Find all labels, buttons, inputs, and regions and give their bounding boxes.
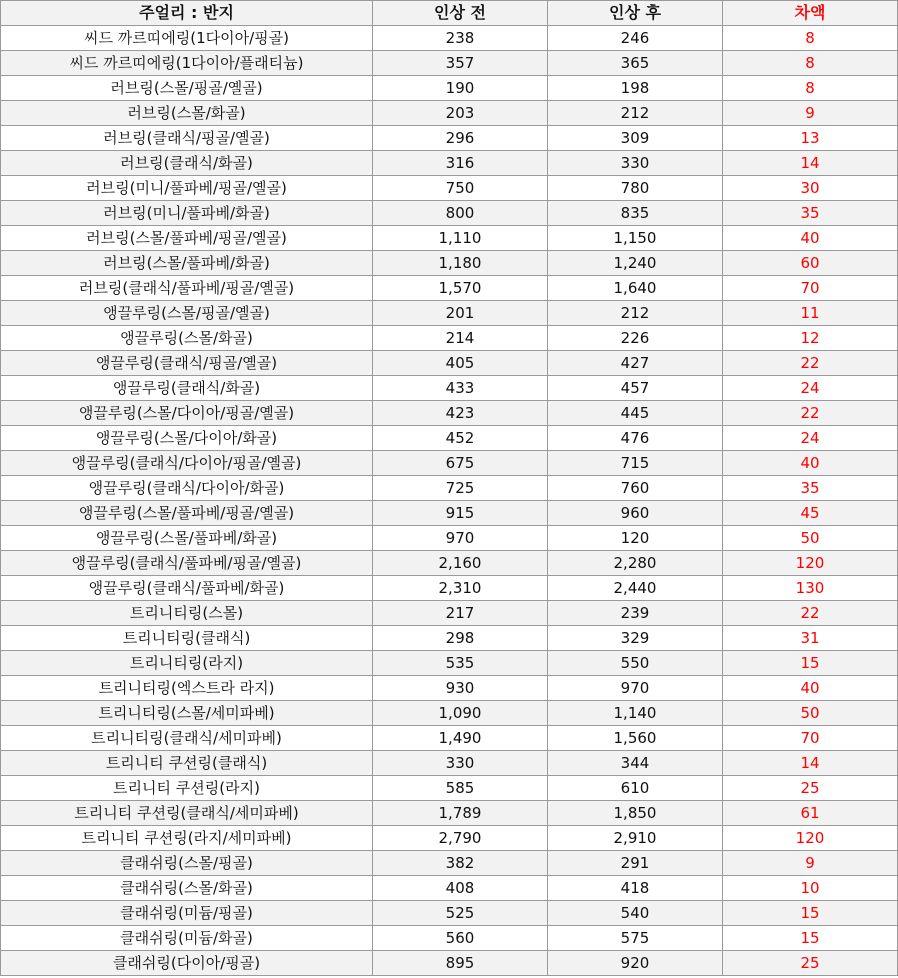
product-name-cell: 트리니티 쿠션링(클래식) xyxy=(1,751,373,776)
product-name-cell: 앵끌루링(스몰/다이아/핑골/옐골) xyxy=(1,401,373,426)
product-name-cell: 러브링(클래식/화골) xyxy=(1,151,373,176)
price-after-cell: 2,280 xyxy=(548,551,723,576)
product-name-cell: 러브링(미니/풀파베/화골) xyxy=(1,201,373,226)
product-name-cell: 러브링(스몰/화골) xyxy=(1,101,373,126)
table-row xyxy=(1,201,898,226)
product-name-cell: 트리니티링(스몰) xyxy=(1,601,373,626)
table-row xyxy=(1,951,898,976)
price-before-cell: 2,790 xyxy=(373,826,548,851)
difference-cell: 22 xyxy=(723,401,898,426)
price-before-cell: 433 xyxy=(373,376,548,401)
difference-cell: 22 xyxy=(723,351,898,376)
difference-cell: 11 xyxy=(723,301,898,326)
product-name-cell: 앵끌루링(클래식/다이아/핑골/옐골) xyxy=(1,451,373,476)
price-before-cell: 970 xyxy=(373,526,548,551)
product-name-cell: 트리니티 쿠션링(라지/세미파베) xyxy=(1,826,373,851)
price-before-cell: 930 xyxy=(373,676,548,701)
price-before-cell: 560 xyxy=(373,926,548,951)
price-after-cell: 239 xyxy=(548,601,723,626)
product-name-cell: 클래쉬링(스몰/화골) xyxy=(1,876,373,901)
table-row xyxy=(1,526,898,551)
price-before-cell: 452 xyxy=(373,426,548,451)
price-after-cell: 212 xyxy=(548,101,723,126)
price-after-cell: 1,150 xyxy=(548,226,723,251)
table-row xyxy=(1,926,898,951)
price-after-cell: 226 xyxy=(548,326,723,351)
header-product: 주얼리 : 반지 xyxy=(1,1,373,26)
price-before-cell: 800 xyxy=(373,201,548,226)
table-row xyxy=(1,301,898,326)
difference-cell: 13 xyxy=(723,126,898,151)
product-name-cell: 러브링(클래식/핑골/옐골) xyxy=(1,126,373,151)
price-before-cell: 895 xyxy=(373,951,548,976)
product-name-cell: 트리니티링(스몰/세미파베) xyxy=(1,701,373,726)
price-before-cell: 2,310 xyxy=(373,576,548,601)
difference-cell: 14 xyxy=(723,751,898,776)
table-row xyxy=(1,376,898,401)
price-before-cell: 750 xyxy=(373,176,548,201)
price-before-cell: 525 xyxy=(373,901,548,926)
table-row xyxy=(1,51,898,76)
difference-cell: 31 xyxy=(723,626,898,651)
table-row xyxy=(1,776,898,801)
difference-cell: 50 xyxy=(723,701,898,726)
table-row xyxy=(1,251,898,276)
price-before-cell: 217 xyxy=(373,601,548,626)
difference-cell: 25 xyxy=(723,776,898,801)
price-before-cell: 1,110 xyxy=(373,226,548,251)
difference-cell: 8 xyxy=(723,76,898,101)
price-after-cell: 610 xyxy=(548,776,723,801)
product-name-cell: 트리니티링(라지) xyxy=(1,651,373,676)
difference-cell: 8 xyxy=(723,51,898,76)
product-name-cell: 트리니티링(엑스트라 라지) xyxy=(1,676,373,701)
difference-cell: 22 xyxy=(723,601,898,626)
product-name-cell: 클래쉬링(다이아/핑골) xyxy=(1,951,373,976)
price-after-cell: 2,440 xyxy=(548,576,723,601)
table-row xyxy=(1,626,898,651)
product-name-cell: 앵끌루링(스몰/핑골/옐골) xyxy=(1,301,373,326)
difference-cell: 40 xyxy=(723,226,898,251)
product-name-cell: 트리니티 쿠션링(라지) xyxy=(1,776,373,801)
product-name-cell: 앵끌루링(클래식/다이아/화골) xyxy=(1,476,373,501)
difference-cell: 60 xyxy=(723,251,898,276)
difference-cell: 8 xyxy=(723,26,898,51)
product-name-cell: 앵끌루링(클래식/풀파베/핑골/옐골) xyxy=(1,551,373,576)
difference-cell: 10 xyxy=(723,876,898,901)
price-before-cell: 330 xyxy=(373,751,548,776)
table-row xyxy=(1,76,898,101)
price-after-cell: 2,910 xyxy=(548,826,723,851)
price-before-cell: 725 xyxy=(373,476,548,501)
table-row xyxy=(1,901,898,926)
price-after-cell: 1,140 xyxy=(548,701,723,726)
product-name-cell: 앵끌루링(스몰/풀파베/화골) xyxy=(1,526,373,551)
product-name-cell: 앵끌루링(스몰/풀파베/핑골/옐골) xyxy=(1,501,373,526)
price-after-cell: 1,850 xyxy=(548,801,723,826)
product-name-cell: 클래쉬링(미듐/화골) xyxy=(1,926,373,951)
table-row xyxy=(1,651,898,676)
price-after-cell: 198 xyxy=(548,76,723,101)
difference-cell: 61 xyxy=(723,801,898,826)
price-after-cell: 330 xyxy=(548,151,723,176)
product-name-cell: 트리니티 쿠션링(클래식/세미파베) xyxy=(1,801,373,826)
difference-cell: 15 xyxy=(723,926,898,951)
price-after-cell: 329 xyxy=(548,626,723,651)
difference-cell: 25 xyxy=(723,951,898,976)
product-name-cell: 러브링(클래식/풀파베/핑골/옐골) xyxy=(1,276,373,301)
price-after-cell: 760 xyxy=(548,476,723,501)
product-name-cell: 씨드 까르띠에링(1다이아/플래티늄) xyxy=(1,51,373,76)
difference-cell: 45 xyxy=(723,501,898,526)
price-before-cell: 423 xyxy=(373,401,548,426)
product-name-cell: 앵끌루링(스몰/화골) xyxy=(1,326,373,351)
price-after-cell: 540 xyxy=(548,901,723,926)
price-before-cell: 357 xyxy=(373,51,548,76)
price-before-cell: 915 xyxy=(373,501,548,526)
product-name-cell: 씨드 까르띠에링(1다이아/핑골) xyxy=(1,26,373,51)
table-row xyxy=(1,501,898,526)
price-after-cell: 960 xyxy=(548,501,723,526)
header-price-before: 인상 전 xyxy=(373,1,548,26)
price-before-cell: 1,789 xyxy=(373,801,548,826)
price-before-cell: 675 xyxy=(373,451,548,476)
table-row xyxy=(1,726,898,751)
header-row xyxy=(1,1,898,26)
product-name-cell: 트리니티링(클래식/세미파베) xyxy=(1,726,373,751)
price-after-cell: 920 xyxy=(548,951,723,976)
table-row xyxy=(1,451,898,476)
table-row xyxy=(1,126,898,151)
price-before-cell: 316 xyxy=(373,151,548,176)
price-before-cell: 408 xyxy=(373,876,548,901)
table-row xyxy=(1,601,898,626)
price-after-cell: 715 xyxy=(548,451,723,476)
difference-cell: 120 xyxy=(723,551,898,576)
table-body xyxy=(1,26,898,976)
table-row xyxy=(1,426,898,451)
difference-cell: 130 xyxy=(723,576,898,601)
difference-cell: 40 xyxy=(723,676,898,701)
price-before-cell: 405 xyxy=(373,351,548,376)
difference-cell: 30 xyxy=(723,176,898,201)
price-before-cell: 1,570 xyxy=(373,276,548,301)
difference-cell: 15 xyxy=(723,651,898,676)
table-row xyxy=(1,151,898,176)
price-before-cell: 2,160 xyxy=(373,551,548,576)
header-difference: 차액 xyxy=(723,1,898,26)
difference-cell: 120 xyxy=(723,826,898,851)
table-row xyxy=(1,801,898,826)
price-after-cell: 365 xyxy=(548,51,723,76)
table-row xyxy=(1,476,898,501)
product-name-cell: 앵끌루링(클래식/핑골/옐골) xyxy=(1,351,373,376)
price-after-cell: 291 xyxy=(548,851,723,876)
table-row xyxy=(1,26,898,51)
price-after-cell: 1,640 xyxy=(548,276,723,301)
difference-cell: 35 xyxy=(723,476,898,501)
table-row xyxy=(1,826,898,851)
price-after-cell: 418 xyxy=(548,876,723,901)
price-before-cell: 298 xyxy=(373,626,548,651)
difference-cell: 40 xyxy=(723,451,898,476)
table-row xyxy=(1,276,898,301)
price-before-cell: 1,090 xyxy=(373,701,548,726)
table-row xyxy=(1,576,898,601)
product-name-cell: 클래쉬링(미듐/핑골) xyxy=(1,901,373,926)
price-after-cell: 445 xyxy=(548,401,723,426)
product-name-cell: 러브링(스몰/풀파베/핑골/옐골) xyxy=(1,226,373,251)
table-row xyxy=(1,751,898,776)
price-after-cell: 246 xyxy=(548,26,723,51)
difference-cell: 15 xyxy=(723,901,898,926)
price-before-cell: 238 xyxy=(373,26,548,51)
product-name-cell: 트리니티링(클래식) xyxy=(1,626,373,651)
price-before-cell: 201 xyxy=(373,301,548,326)
price-after-cell: 1,240 xyxy=(548,251,723,276)
difference-cell: 24 xyxy=(723,376,898,401)
difference-cell: 70 xyxy=(723,726,898,751)
price-before-cell: 585 xyxy=(373,776,548,801)
table-row xyxy=(1,851,898,876)
price-before-cell: 1,180 xyxy=(373,251,548,276)
table-row xyxy=(1,351,898,376)
product-name-cell: 러브링(스몰/핑골/옐골) xyxy=(1,76,373,101)
difference-cell: 14 xyxy=(723,151,898,176)
difference-cell: 24 xyxy=(723,426,898,451)
price-before-cell: 203 xyxy=(373,101,548,126)
table-row xyxy=(1,226,898,251)
table-row xyxy=(1,176,898,201)
header-price-after: 인상 후 xyxy=(548,1,723,26)
price-after-cell: 120 xyxy=(548,526,723,551)
price-after-cell: 457 xyxy=(548,376,723,401)
table-row xyxy=(1,701,898,726)
price-after-cell: 550 xyxy=(548,651,723,676)
price-before-cell: 1,490 xyxy=(373,726,548,751)
product-name-cell: 앵끌루링(클래식/화골) xyxy=(1,376,373,401)
product-name-cell: 앵끌루링(스몰/다이아/화골) xyxy=(1,426,373,451)
price-after-cell: 1,560 xyxy=(548,726,723,751)
table-row xyxy=(1,401,898,426)
product-name-cell: 러브링(미니/풀파베/핑골/옐골) xyxy=(1,176,373,201)
difference-cell: 9 xyxy=(723,851,898,876)
difference-cell: 50 xyxy=(723,526,898,551)
price-before-cell: 382 xyxy=(373,851,548,876)
price-after-cell: 476 xyxy=(548,426,723,451)
price-before-cell: 190 xyxy=(373,76,548,101)
table-row xyxy=(1,876,898,901)
price-before-cell: 296 xyxy=(373,126,548,151)
difference-cell: 70 xyxy=(723,276,898,301)
price-after-cell: 575 xyxy=(548,926,723,951)
price-before-cell: 535 xyxy=(373,651,548,676)
price-after-cell: 970 xyxy=(548,676,723,701)
difference-cell: 9 xyxy=(723,101,898,126)
product-name-cell: 러브링(스몰/풀파베/화골) xyxy=(1,251,373,276)
price-after-cell: 212 xyxy=(548,301,723,326)
product-name-cell: 클래쉬링(스몰/핑골) xyxy=(1,851,373,876)
table-row xyxy=(1,101,898,126)
table-row xyxy=(1,551,898,576)
price-before-cell: 214 xyxy=(373,326,548,351)
difference-cell: 12 xyxy=(723,326,898,351)
table-row xyxy=(1,676,898,701)
table-row xyxy=(1,326,898,351)
price-after-cell: 344 xyxy=(548,751,723,776)
product-name-cell: 앵끌루링(클래식/풀파베/화골) xyxy=(1,576,373,601)
price-after-cell: 309 xyxy=(548,126,723,151)
price-after-cell: 780 xyxy=(548,176,723,201)
price-after-cell: 835 xyxy=(548,201,723,226)
difference-cell: 35 xyxy=(723,201,898,226)
price-after-cell: 427 xyxy=(548,351,723,376)
